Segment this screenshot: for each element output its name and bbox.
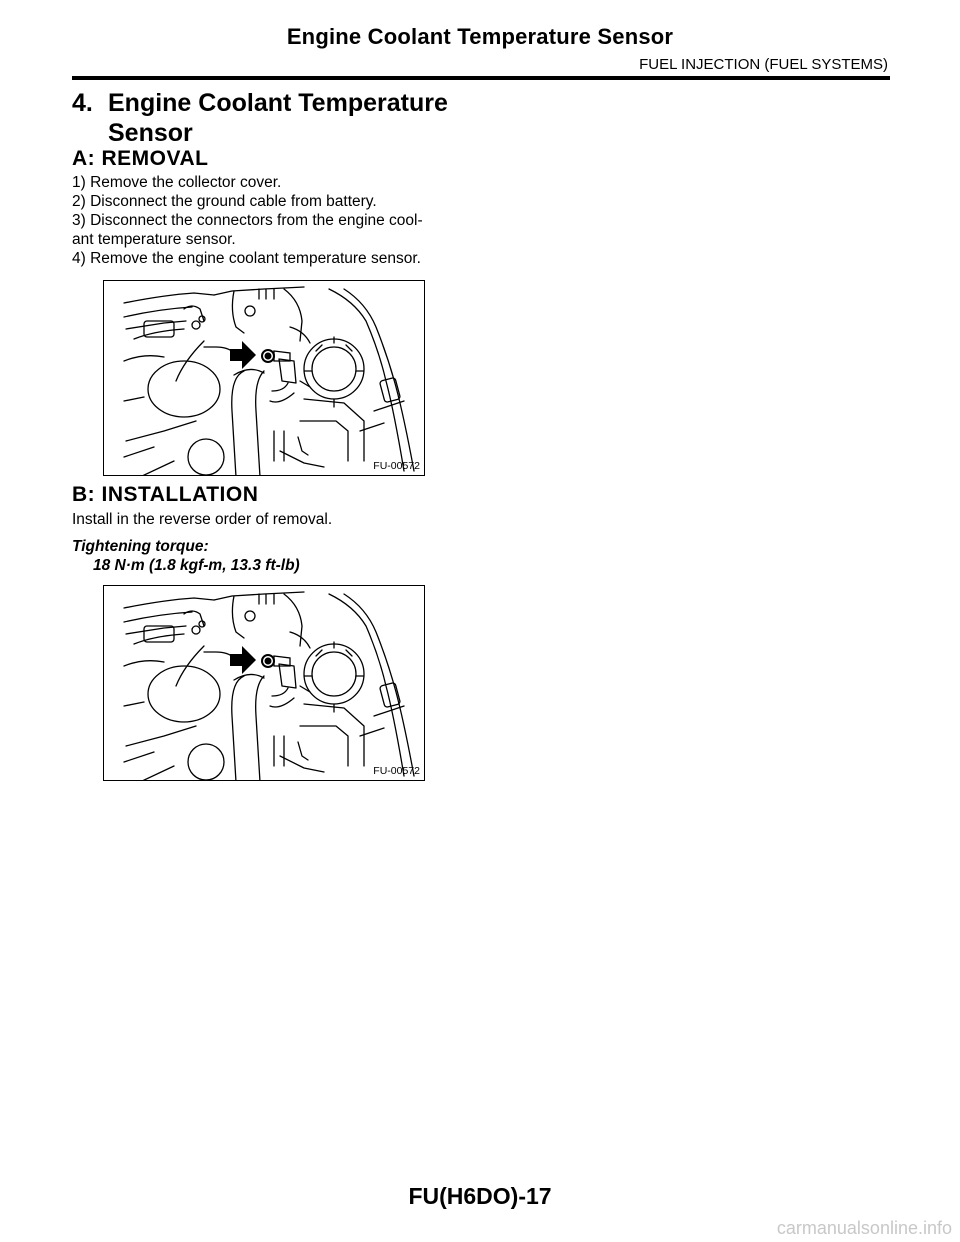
removal-figure	[103, 280, 425, 476]
page-header-section: FUEL INJECTION (FUEL SYSTEMS)	[639, 56, 888, 73]
installation-heading: B: INSTALLATION	[72, 483, 259, 506]
engine-illustration	[104, 281, 425, 476]
removal-step-2: 2) Disconnect the ground cable from battery.	[72, 193, 377, 210]
watermark: carmanualsonline.info	[776, 1218, 952, 1238]
engine-illustration	[104, 586, 425, 781]
main-heading-line2: Sensor	[108, 119, 193, 147]
main-heading-number: 4.	[72, 89, 93, 117]
torque-label: Tightening torque:	[72, 538, 209, 555]
installation-instruction: Install in the reverse order of removal.	[72, 511, 333, 528]
installation-figure	[103, 585, 425, 781]
removal-figure-code: FU-00572	[373, 460, 420, 472]
removal-step-1: 1) Remove the collector cover.	[72, 174, 282, 191]
arrow-pointer-icon	[230, 341, 256, 369]
arrow-pointer-icon	[230, 646, 256, 674]
installation-text	[72, 510, 472, 529]
removal-step-3: 3) Disconnect the connectors from the engine cool-	[72, 212, 423, 229]
header-divider	[72, 76, 890, 80]
installation-figure-code: FU-00572	[373, 765, 420, 777]
page-header-title: Engine Coolant Temperature Sensor	[286, 24, 674, 49]
removal-step-4: 4) Remove the engine coolant temperature sensor.	[72, 250, 421, 267]
removal-step-3-cont: ant temperature sensor.	[72, 231, 236, 248]
removal-steps	[72, 173, 472, 268]
main-heading	[72, 88, 492, 148]
torque-value: 18 N·m (1.8 kgf-m, 13.3 ft-lb)	[93, 557, 300, 574]
main-heading-line1: Engine Coolant Temperature	[108, 89, 448, 117]
page-footer-code: FU(H6DO)-17	[408, 1183, 552, 1209]
removal-heading: A: REMOVAL	[72, 147, 209, 170]
